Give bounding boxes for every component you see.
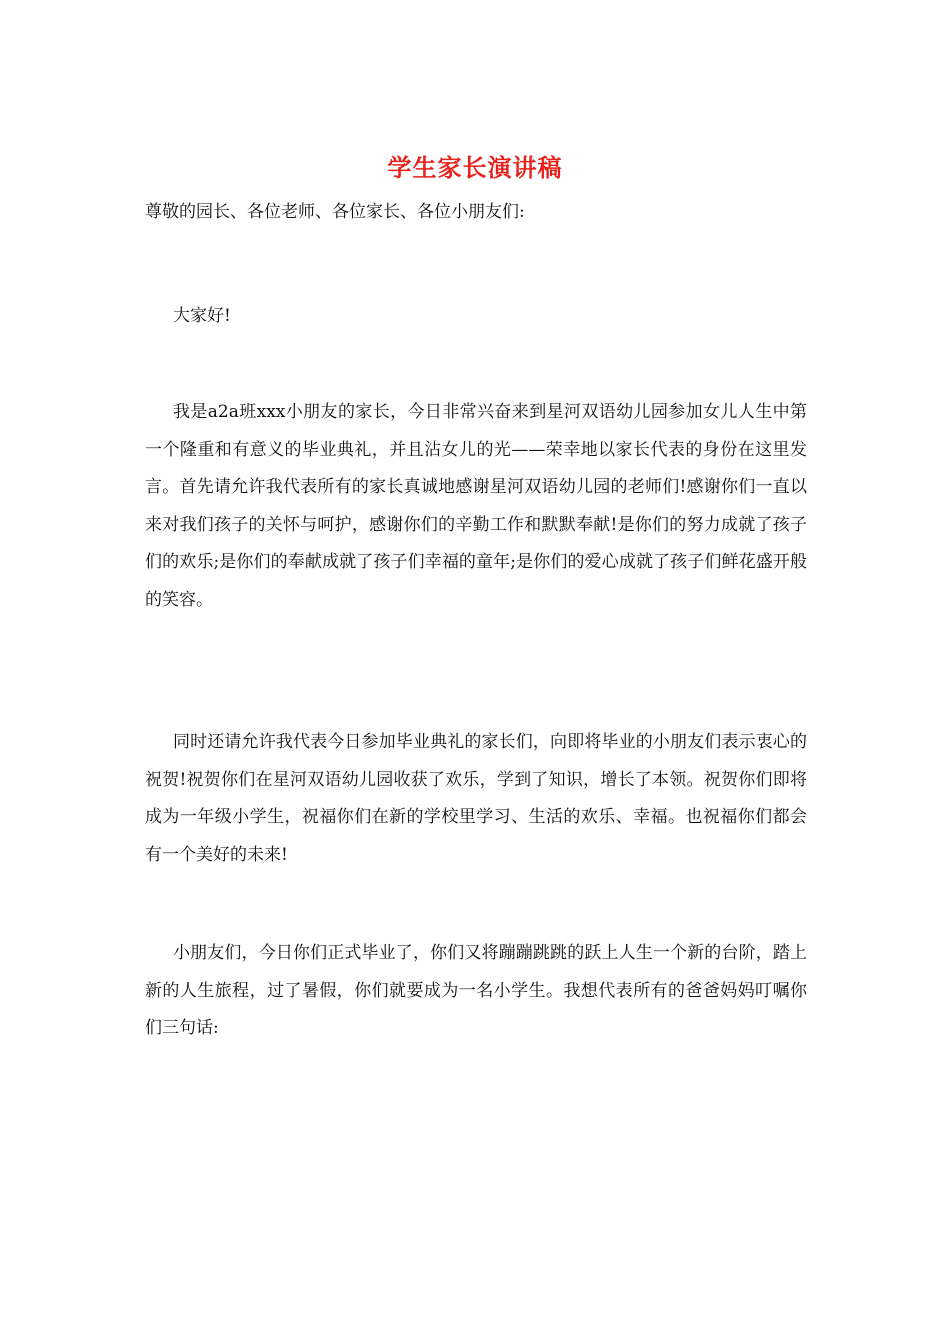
document-title: 学生家长演讲稿: [387, 153, 563, 182]
paragraph-greeting: 大家好!: [173, 306, 231, 326]
paragraph-1: 我是a2a班xxx小朋友的家长，今日非常兴奋来到星河双语幼儿园参加女儿人生中第一个隆重和有意义的毕业典礼，并且沾女儿的光——荣幸地以家长代表的身份在这里发言。首先请允许我代表所有的家长真诚地感谢星河双语幼儿园的老师们!感谢你们一直以来对我们孩子的关怀与呵护，感谢你们的辛勤工作和默默奉献!是你们的努力成就了孩子们的欢乐;是你们的奉献成就了孩子们幸福的童年;是你们的爱心成就了孩子们鲜花盛开般的笑容。: [145, 402, 807, 610]
paragraph-2: 同时还请允许我代表今日参加毕业典礼的家长们，向即将毕业的小朋友们表示衷心的祝贺!祝贺你们在星河双语幼儿园收获了欢乐，学到了知识，增长了本领。祝贺你们即将成为一年级小学生，祝福你们在新的学校里学习、生活的欢乐、幸福。也祝福你们都会有一个美好的未来!: [145, 732, 807, 865]
salutation: 尊敬的园长、各位老师、各位家长、各位小朋友们:: [145, 202, 525, 222]
paragraph-3: 小朋友们，今日你们正式毕业了，你们又将蹦蹦跳跳的跃上人生一个新的台阶，踏上新的人生旅程，过了暑假，你们就要成为一名小学生。我想代表所有的爸爸妈妈叮嘱你们三句话:: [145, 943, 807, 1038]
